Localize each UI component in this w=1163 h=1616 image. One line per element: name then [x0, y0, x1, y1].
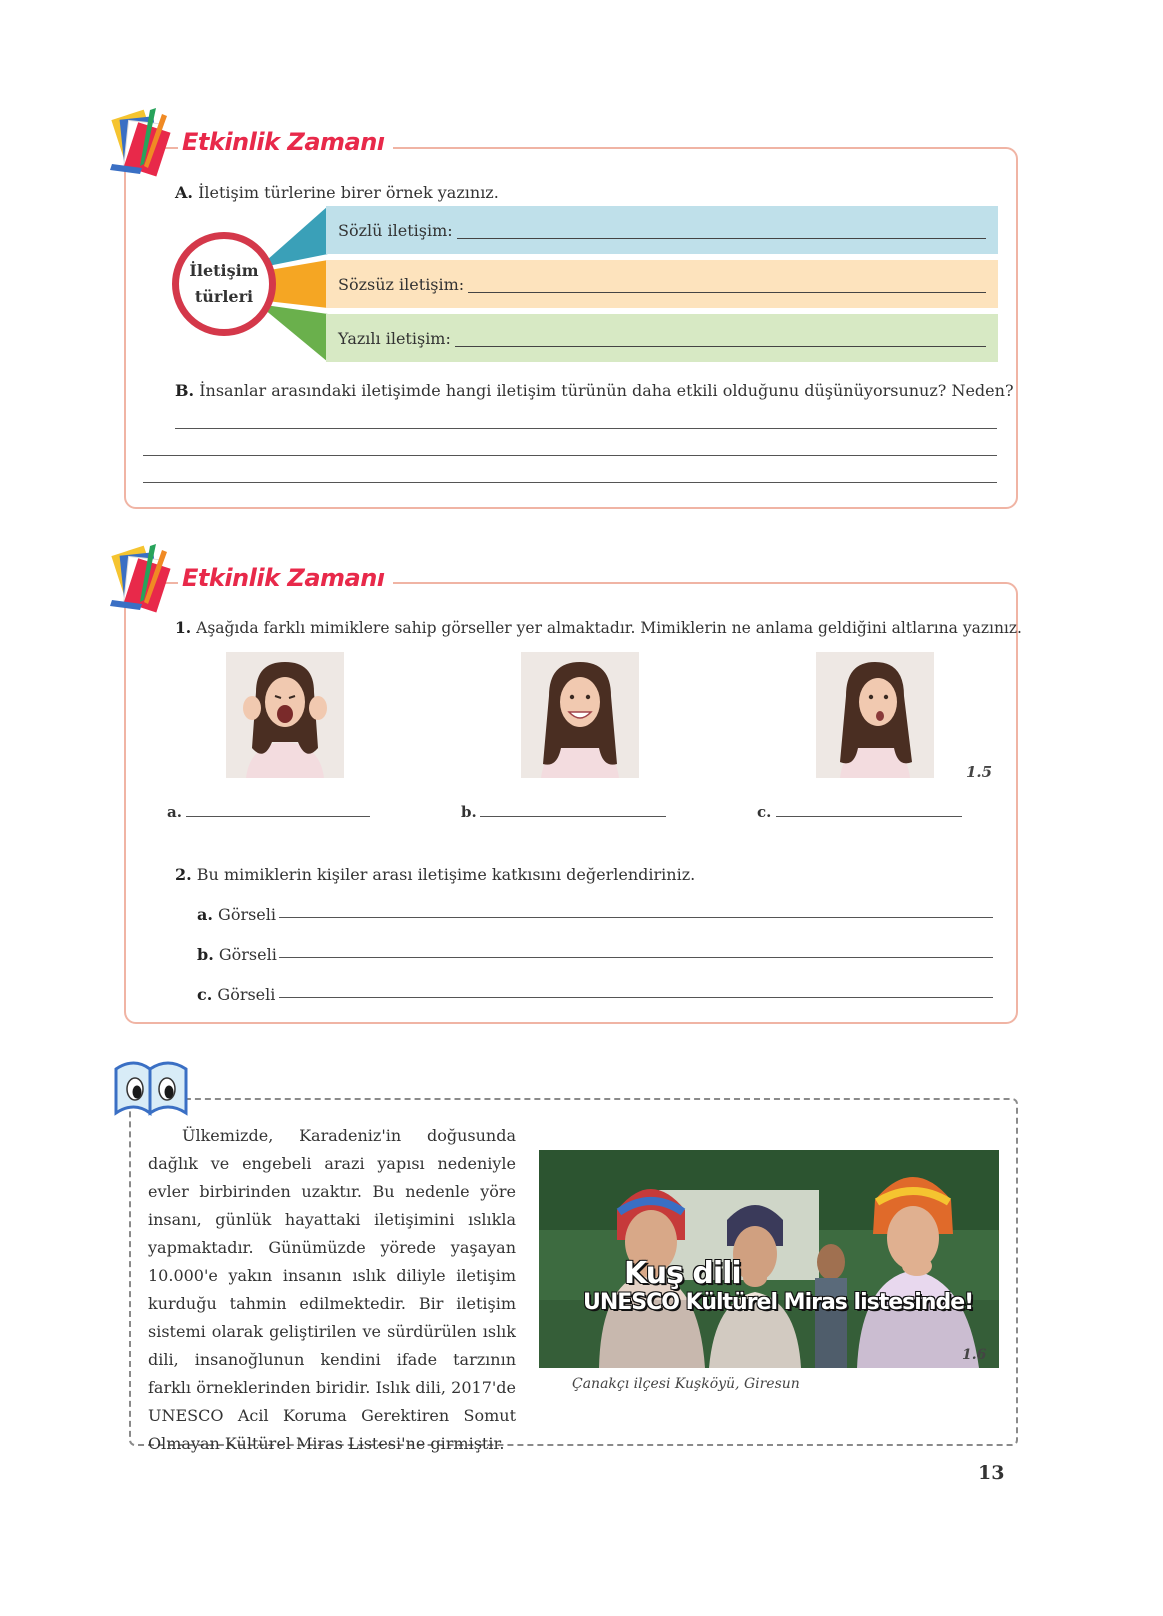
kus-dili-photo — [539, 1150, 999, 1368]
answer-line[interactable] — [175, 428, 997, 429]
activity-papers-icon — [104, 104, 184, 186]
gorsel-a-line[interactable] — [279, 917, 993, 918]
activity-title: Etkinlik Zamanı — [178, 564, 393, 592]
photo-caption: Çanakçı ilçesi Kuşköyü, Giresun — [572, 1376, 800, 1392]
gorsel-item-b — [197, 945, 277, 964]
question-b-text: İnsanlar arasındaki iletişimde hangi iletişim türünün daha etkili olduğunu düşünüyorsunuz? Neden? — [199, 381, 1014, 400]
band-sozsuz-label: Sözsüz iletişim: — [338, 274, 465, 294]
banner-title: Kuş dili — [624, 1256, 741, 1291]
answer-line[interactable] — [143, 455, 997, 456]
answer-a-line[interactable] — [186, 816, 370, 817]
answer-line[interactable] — [143, 482, 997, 483]
activity-title: Etkinlik Zamanı — [178, 128, 393, 156]
gorsel-b-text: Görseli — [218, 945, 277, 964]
question-a-text: İletişim türlerine birer örnek yazınız. — [198, 183, 499, 202]
answer-c-label: c. — [757, 803, 772, 821]
page-number: 13 — [978, 1462, 1005, 1484]
question-1-label: 1. — [175, 618, 192, 637]
answer-a-label: a. — [167, 803, 182, 821]
answer-b-label: b. — [461, 803, 477, 821]
answer-c-line[interactable] — [776, 816, 962, 817]
question-a-label: A. — [175, 183, 193, 202]
answer-b-line[interactable] — [480, 816, 666, 817]
circle-line-1: İletişim — [189, 261, 259, 280]
gorsel-c-line[interactable] — [279, 997, 993, 998]
band-yazili-answer-line[interactable] — [455, 330, 986, 347]
band-sozlu — [326, 206, 998, 254]
band-sozsuz — [326, 260, 998, 308]
band-sozlu-label: Sözlü iletişim: — [338, 220, 453, 240]
question-1 — [175, 618, 1022, 637]
circle-line-2: türleri — [194, 287, 254, 306]
gorsel-b-label: b. — [197, 945, 214, 964]
band-sozsuz-answer-line[interactable] — [468, 276, 986, 293]
info-paragraph: Ülkemizde, Karadeniz'in doğusunda dağlık ve engebeli arazi yapısı nedeniyle evler birbirinden uzaktır. Bu nedenle yöre insanı, günlük hayattaki iletişimini ıslıkla yapmaktadır. Günümüzde yörede yaşayan 10.000'e yakın insanın ıslık diliyle iletişim kurduğu tahmin edilmektedir. Bir iletişim sistemi olarak geliştirilen ve sürdürülen ıslık dili, insanoğlunun kendini ifade tarzının farklı örneklerinden biridir. Islık dili, 2017'de UNESCO Acil Koruma Gerektiren Somut Olmayan Kültürel Miras Listesi'ne girmiştir. — [148, 1126, 516, 1453]
question-a — [175, 183, 499, 202]
gorsel-b-line[interactable] — [279, 957, 993, 958]
figure-number: 1.6 — [962, 1347, 987, 1363]
gorsel-a-text: Görseli — [218, 905, 277, 924]
eyes-book-icon — [110, 1055, 192, 1119]
gorsel-c-label: c. — [197, 985, 213, 1004]
gorsel-item-a — [197, 905, 276, 924]
banner-subtitle: UNESCO Kültürel Miras listesinde! — [583, 1290, 974, 1315]
gorsel-a-label: a. — [197, 905, 213, 924]
communication-types-circle — [172, 232, 276, 336]
question-b — [175, 381, 1014, 400]
band-sozlu-answer-line[interactable] — [457, 222, 986, 239]
question-1-text: Aşağıda farklı mimiklere sahip görseller yer almaktadır. Mimiklerin ne anlama geldiğini altlarına yazınız. — [196, 619, 1022, 637]
girl-surprised-photo — [816, 652, 934, 778]
gorsel-item-c — [197, 985, 275, 1004]
band-yazili — [326, 314, 998, 362]
activity-papers-icon — [104, 540, 184, 622]
question-2 — [175, 865, 695, 884]
question-2-text: Bu mimiklerin kişiler arası iletişime katkısını değerlendiriniz. — [196, 865, 696, 884]
figure-number: 1.5 — [966, 763, 993, 781]
question-2-label: 2. — [175, 865, 192, 884]
girl-smiling-photo — [521, 652, 639, 778]
question-b-label: B. — [175, 381, 195, 400]
band-yazili-label: Yazılı iletişim: — [338, 328, 451, 348]
girl-screaming-photo — [226, 652, 344, 778]
gorsel-c-text: Görseli — [217, 985, 276, 1004]
